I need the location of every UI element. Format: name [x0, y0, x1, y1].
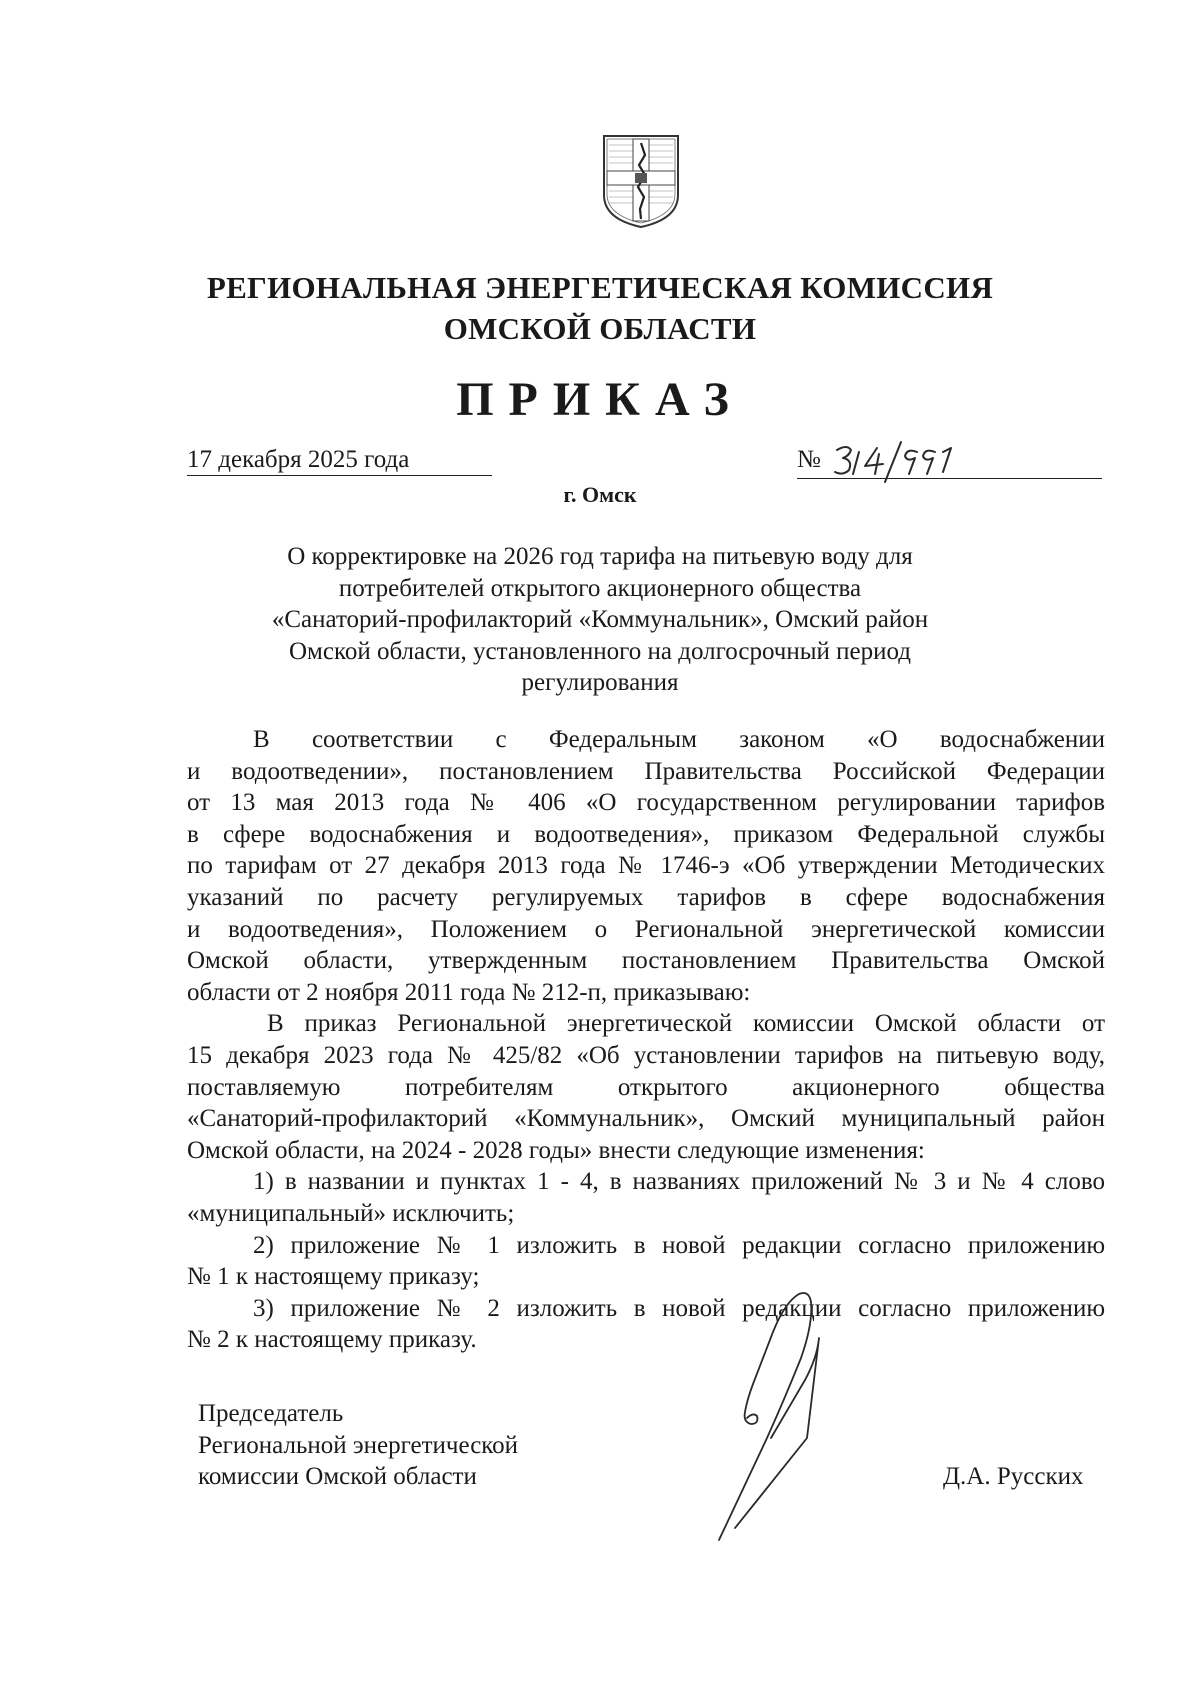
preamble-line: В соответствии с Федеральным законом «О водоснабжении	[253, 726, 1105, 753]
order-line: поставляемую потребителям открытого акционерного общества	[187, 1073, 1105, 1101]
preamble-line: от 13 мая 2013 года № 406 «О государственном регулировании тарифов	[187, 789, 1105, 817]
item-3-line: № 2 к настоящему приказу.	[187, 1326, 477, 1354]
signer-position-line: комиссии Омской области	[198, 1463, 477, 1491]
order-line: Омской области, на 2024 - 2028 годы» внести следующие изменения:	[187, 1136, 925, 1164]
order-line: «Санаторий-профилакторий «Коммунальник», Омский муниципальный район	[187, 1105, 1105, 1133]
signer-position-line: Председатель	[198, 1400, 344, 1427]
organization-name-line2: ОМСКОЙ ОБЛАСТИ	[443, 311, 757, 346]
item-2-line: 2) приложение № 1 изложить в новой редакции согласно приложению	[253, 1231, 1105, 1259]
order-line: 15 декабря 2023 года № 425/82 «Об установлении тарифов на питьевую воду,	[187, 1041, 1105, 1069]
title-line: Омской области, установленного на долгосрочный период	[288, 637, 912, 665]
signer-name: Д.А. Русских	[943, 1463, 1084, 1490]
title-line: регулирования	[521, 669, 679, 697]
preamble-line: в сфере водоснабжения и водоотведения», приказом Федеральной службы	[187, 820, 1105, 848]
document-title	[150, 541, 1050, 699]
preamble-line: по тарифам от 27 декабря 2013 года № 1746-э «Об утверждении Методических	[187, 852, 1105, 880]
preamble-line: и водоотведении», постановлением Правительства Российской Федерации	[187, 757, 1105, 785]
preamble-line: указаний по расчету регулируемых тарифов в сфере водоснабжения	[187, 883, 1105, 911]
title-line: потребителей открытого акционерного общества	[338, 574, 862, 602]
item-1-line: «муниципальный» исключить;	[187, 1199, 515, 1227]
document-city: г. Омск	[563, 482, 637, 507]
item-1-line: 1) в названии и пунктах 1 - 4, в названиях приложений № 3 и № 4 слово	[253, 1168, 1105, 1196]
organization-name-line1: РЕГИОНАЛЬНАЯ ЭНЕРГЕТИЧЕСКАЯ КОМИССИЯ	[206, 270, 994, 305]
item-2-line: № 1 к настоящему приказу;	[187, 1263, 480, 1291]
handwritten-number	[831, 440, 981, 484]
preamble-line: и водоотведения», Положением о Региональной энергетической комиссии	[187, 915, 1105, 943]
item-3-line: 3) приложение № 2 изложить в новой редакции согласно приложению	[253, 1294, 1105, 1322]
document-type: ПРИКАЗ	[456, 373, 744, 426]
order-line: В приказ Региональной энергетической комиссии Омской области от	[267, 1010, 1105, 1038]
title-line: «Санаторий-профилакторий «Коммунальник», Омский район	[271, 606, 929, 634]
preamble-line: Омской области, утвержденным постановлением Правительства Омской	[187, 947, 1105, 975]
title-line: О корректировке на 2026 год тарифа на питьевую воду для	[287, 543, 913, 570]
number-sign: №	[797, 446, 821, 473]
handwritten-signature	[715, 1288, 855, 1548]
preamble-line: области от 2 ноября 2011 года № 212-п, приказываю:	[187, 978, 751, 1006]
document-body	[187, 724, 1105, 1356]
document-date: 17 декабря 2025 года	[187, 446, 492, 476]
document-number-field	[797, 446, 1102, 479]
coat-of-arms-icon	[601, 133, 681, 229]
signer-position	[198, 1398, 518, 1493]
signer-position-line: Региональной энергетической	[198, 1431, 519, 1459]
